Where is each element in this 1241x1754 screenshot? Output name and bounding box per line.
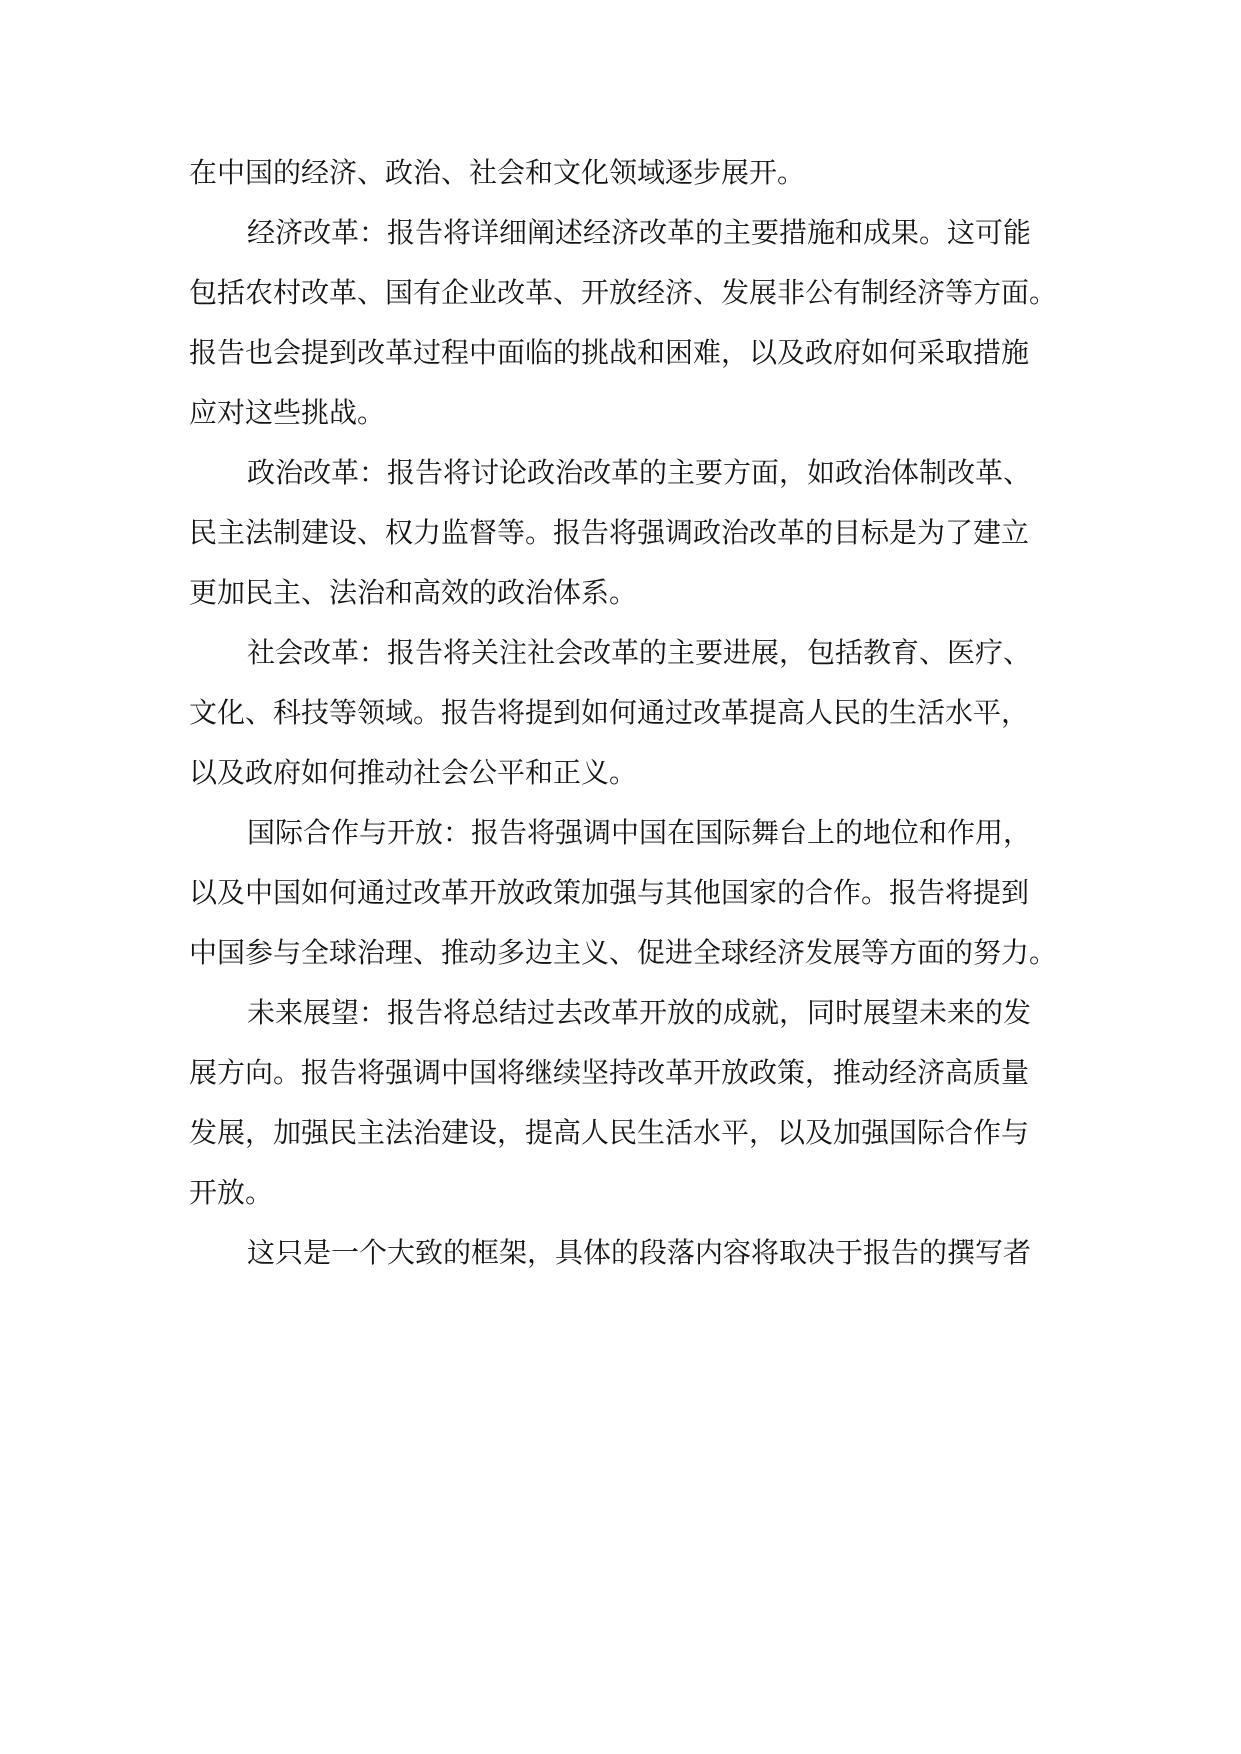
text-line: 报告也会提到改革过程中面临的挑战和困难，以及政府如何采取措施 (189, 336, 1030, 369)
text-line: 民主法制建设、权力监督等。报告将强调政治改革的目标是为了建立 (189, 516, 1030, 549)
document-body (189, 143, 1059, 1283)
text-line: 文化、科技等领域。报告将提到如何通过改革提高人民的生活水平， (189, 696, 1030, 729)
text-line: 包括农村改革、国有企业改革、开放经济、发展非公有制经济等方面。 (189, 276, 1058, 309)
text-line: 应对这些挑战。 (189, 396, 386, 429)
paragraph-start-line: 社会改革：报告将关注社会改革的主要进展，包括教育、医疗、 (247, 636, 1032, 669)
text-line: 以及中国如何通过改革开放政策加强与其他国家的合作。报告将提到 (189, 876, 1030, 909)
text-line: 展方向。报告将强调中国将继续坚持改革开放政策，推动经济高质量 (189, 1056, 1030, 1089)
paragraph-start-line: 国际合作与开放：报告将强调中国在国际舞台上的地位和作用， (247, 816, 1032, 849)
text-line: 在中国的经济、政治、社会和文化领域逐步展开。 (189, 156, 806, 189)
text-line: 更加民主、法治和高效的政治体系。 (189, 576, 638, 609)
text-line: 发展，加强民主法治建设，提高人民生活水平，以及加强国际合作与 (189, 1116, 1030, 1149)
paragraph-start-line: 这只是一个大致的框架，具体的段落内容将取决于报告的撰写者 (247, 1236, 1032, 1269)
paragraph-start-line: 经济改革：报告将详细阐述经济改革的主要措施和成果。这可能 (247, 216, 1032, 249)
text-line: 开放。 (189, 1176, 274, 1209)
paragraph-start-line: 未来展望：报告将总结过去改革开放的成就，同时展望未来的发 (247, 996, 1032, 1029)
text-line: 中国参与全球治理、推动多边主义、促进全球经济发展等方面的努力。 (189, 936, 1058, 969)
text-line: 以及政府如何推动社会公平和正义。 (189, 756, 638, 789)
paragraph-start-line: 政治改革：报告将讨论政治改革的主要方面，如政治体制改革、 (247, 456, 1032, 489)
